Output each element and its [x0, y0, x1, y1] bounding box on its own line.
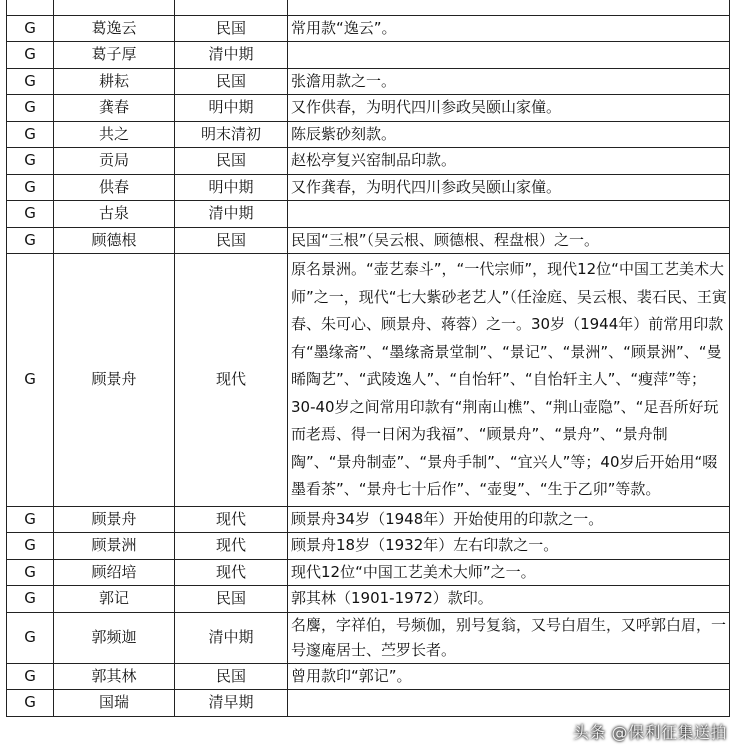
note-cell: 曾用款印“郭记”。 — [288, 663, 730, 690]
note-cell — [288, 690, 730, 717]
note-cell: 赵松亭复兴窑制品印款。 — [288, 148, 730, 175]
name-cell: 耕耘 — [54, 68, 175, 95]
name-cell: 顾景洲 — [54, 533, 175, 560]
note-cell — [288, 201, 730, 228]
name-cell: 郭记 — [54, 586, 175, 613]
name-cell: 顾景舟 — [54, 506, 175, 533]
note-cell: 现代12位“中国工艺美术大师”之一。 — [288, 559, 730, 586]
note-cell: 名麐，字祥伯，号频伽，别号复翁，又号白眉生，又呼郭白眉，一号邃庵居士、苎罗长者。 — [288, 612, 730, 663]
table-row — [7, 174, 730, 201]
table-row — [7, 95, 730, 122]
note-cell: 顾景舟34岁（1948年）开始使用的印款之一。 — [288, 506, 730, 533]
note-cell: 原名景洲。“壶艺泰斗”，“一代宗师”，现代12位“中国工艺美术大师”之一，现代“七大紫砂老艺人”（任淦庭、吴云根、裴石民、王寅春、朱可心、顾景舟、蒋蓉）之一。30岁（1944年）前常用印款有“墨缘斋”、“墨缘斋景堂制”、“景记”、“景洲”、“顾景洲”、“曼晞陶艺”、“武陵逸人”、“自怡轩”、“自怡轩主人”、“瘦萍”等；30-40岁之间常用印款有“荆南山樵”、“荆山壶隐”、“足吾所好玩而老焉、得一日闲为我福”、“顾景舟”、“景舟”、“景舟制陶”、“景舟制壶”、“景舟手制”、“宜兴人”等；40岁后开始用“啜墨看茶”、“景舟七十后作”、“壶叟”、“生于乙卯”等款。 — [288, 254, 730, 507]
letter-cell: G — [7, 663, 54, 690]
note-cell: 民国“三根”（吴云根、顾德根、程盘根）之一。 — [288, 227, 730, 254]
era-cell: 民国 — [175, 586, 288, 613]
era-cell: 清中期 — [175, 201, 288, 228]
letter-cell: G — [7, 690, 54, 717]
name-cell: 葛逸云 — [54, 15, 175, 42]
watermark: 头条 @保利征集送拍 — [572, 723, 727, 742]
table-row — [7, 533, 730, 560]
note-cell: 又作龚春，为明代四川参政吴颐山家僮。 — [288, 174, 730, 201]
name-cell: 龚春 — [54, 95, 175, 122]
letter-cell: G — [7, 42, 54, 69]
name-cell: 顾景舟 — [54, 254, 175, 507]
table-row — [7, 254, 730, 507]
table-row — [7, 42, 730, 69]
note-cell: 又作供春，为明代四川参政吴颐山家僮。 — [288, 95, 730, 122]
note-cell: 张澹用款之一。 — [288, 68, 730, 95]
letter-cell: G — [7, 533, 54, 560]
era-cell: 明中期 — [175, 174, 288, 201]
letter-cell: G — [7, 15, 54, 42]
letter-cell: G — [7, 586, 54, 613]
era-cell: 民国 — [175, 148, 288, 175]
name-cell: 郭其林 — [54, 663, 175, 690]
era-cell: 明末清初 — [175, 121, 288, 148]
name-cell: 共之 — [54, 121, 175, 148]
era-cell: 清早期 — [175, 690, 288, 717]
letter-cell: G — [7, 174, 54, 201]
letter-cell: G — [7, 254, 54, 507]
name-cell: 顾绍培 — [54, 559, 175, 586]
name-cell: 供春 — [54, 174, 175, 201]
letter-cell: G — [7, 506, 54, 533]
letter-cell: G — [7, 201, 54, 228]
era-cell: 清中期 — [175, 42, 288, 69]
era-cell: 民国 — [175, 663, 288, 690]
name-cell: 葛子厚 — [54, 42, 175, 69]
table-row — [7, 227, 730, 254]
table-row — [7, 586, 730, 613]
era-cell: 清中期 — [175, 612, 288, 663]
era-cell: 明中期 — [175, 95, 288, 122]
name-cell: 国瑞 — [54, 690, 175, 717]
table-row — [7, 201, 730, 228]
letter-cell: G — [7, 612, 54, 663]
name-cell: 顾德根 — [54, 227, 175, 254]
letter-cell: G — [7, 227, 54, 254]
era-cell: 现代 — [175, 254, 288, 507]
name-cell: 郭频迦 — [54, 612, 175, 663]
table-row — [7, 690, 730, 717]
note-cell: 陈辰紫砂刻款。 — [288, 121, 730, 148]
era-cell: 民国 — [175, 15, 288, 42]
table-row-partial — [7, 0, 730, 15]
era-cell: 现代 — [175, 506, 288, 533]
table-row — [7, 68, 730, 95]
table-row — [7, 121, 730, 148]
letter-cell: G — [7, 95, 54, 122]
table-row — [7, 559, 730, 586]
note-cell: 郭其林（1901-1972）款印。 — [288, 586, 730, 613]
table-row — [7, 148, 730, 175]
table-row — [7, 15, 730, 42]
note-cell: 顾景舟18岁（1932年）左右印款之一。 — [288, 533, 730, 560]
letter-cell: G — [7, 559, 54, 586]
table-row — [7, 506, 730, 533]
era-cell: 民国 — [175, 227, 288, 254]
name-cell: 古泉 — [54, 201, 175, 228]
name-cell: 贡局 — [54, 148, 175, 175]
note-cell: 常用款“逸云”。 — [288, 15, 730, 42]
letter-cell: G — [7, 148, 54, 175]
era-cell: 现代 — [175, 533, 288, 560]
letter-cell: G — [7, 121, 54, 148]
table-row — [7, 612, 730, 663]
note-cell — [288, 42, 730, 69]
seal-mark-table — [6, 0, 730, 717]
letter-cell: G — [7, 68, 54, 95]
era-cell: 现代 — [175, 559, 288, 586]
table-row — [7, 663, 730, 690]
era-cell: 民国 — [175, 68, 288, 95]
